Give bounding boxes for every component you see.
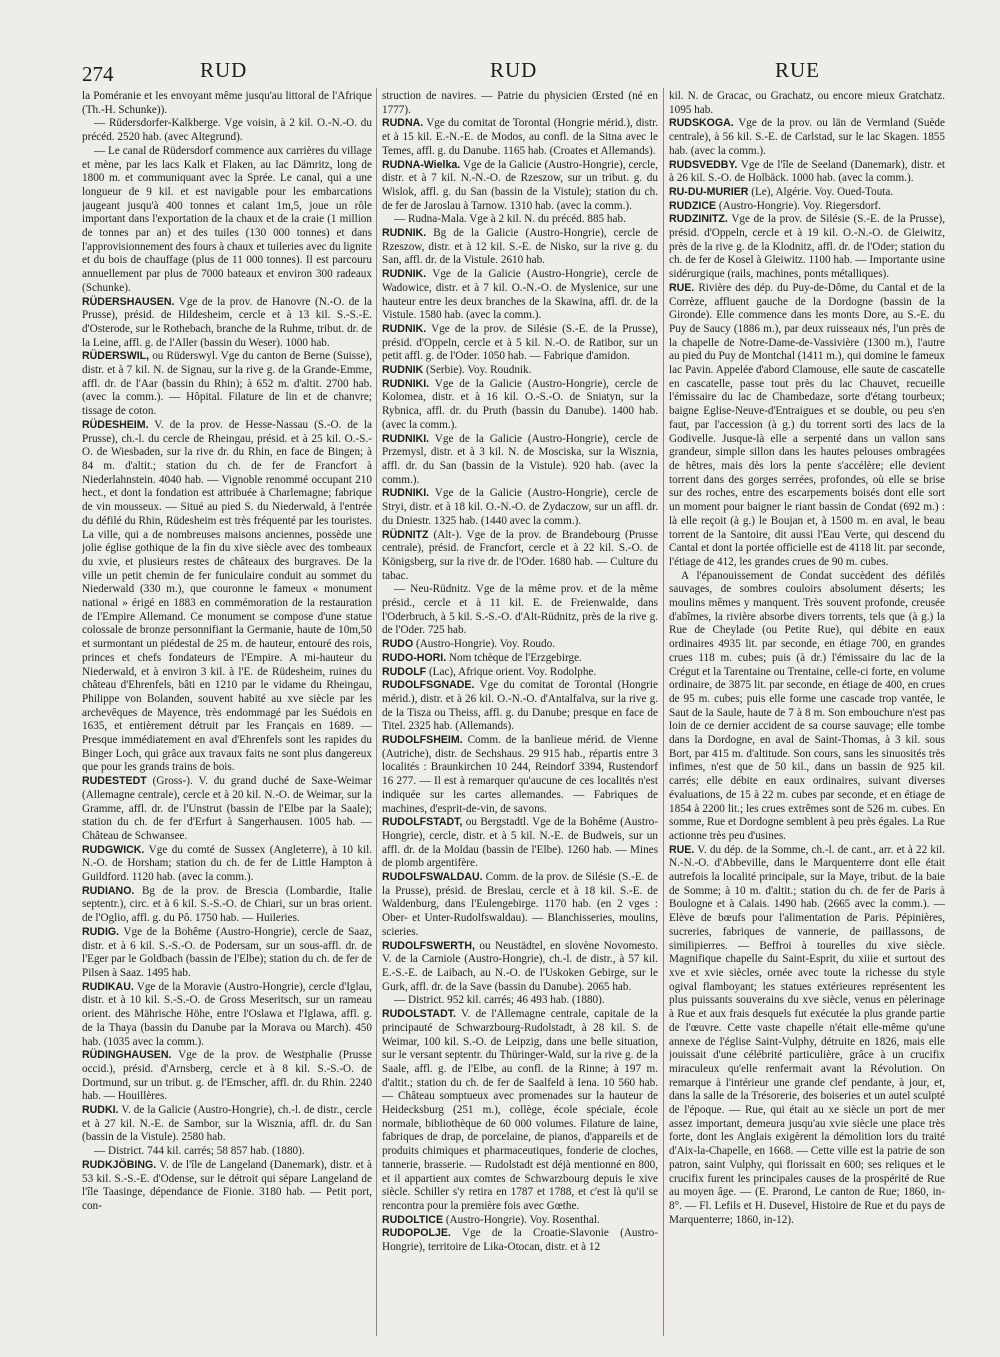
gazetteer-entry: [382, 117, 658, 158]
entry-headword: RUDZINITZ.: [669, 213, 728, 226]
entry-headword: RUDNIK: [382, 364, 424, 377]
gazetteer-entry: [82, 775, 372, 844]
gazetteer-entry: [82, 296, 372, 351]
gazetteer-entry: [382, 529, 658, 584]
gazetteer-entry: [382, 583, 658, 638]
gazetteer-entry: [382, 1008, 658, 1214]
gazetteer-entry: [669, 200, 945, 214]
gazetteer-entry: [82, 981, 372, 1050]
entry-text: Bg de la prov. de Brescia (Lombardie, Italie septentr.), circ. et à 6 kil. S.-S.-O. de Chiari, sur un bras orient. de l'Oglio, affl. g. du Pô. 1750 hab. — Huileries.: [82, 884, 372, 925]
entry-text: V. de la Galicie (Austro-Hongrie), ch.-l. de distr., cercle et à 27 kil. N.-E. de Sambor, sur la Wisznia, affl. dr. du San (bassin de la Vistule). 2580 hab.: [82, 1104, 372, 1144]
entry-text: ou Bergstadtl. Vge de la Bohême (Austro-Hongrie), cercle, distr. et à 5 kil. N.-E. de Budweis, sur un affl. dr. de la Moldau (bassin de l'Elbe). 1260 hab. — Mines de plomb argentifère.: [382, 816, 658, 870]
entry-text: — Rudna-Mala. Vge à 2 kil. N. du précéd. 885 hab.: [394, 213, 626, 226]
entry-headword: RUDOLFSWERTH,: [382, 939, 475, 952]
entry-text: — Neu-Rüdnitz. Vge de la même prov. et de la même présid., cercle et à 11 kil. E. de Freienwalde, dans l'Oderbruch, à 5 kil. S.-S.-O. d'Alt-Rüdnitz, près de la rive g. de l'Oder. 725 hab.: [382, 583, 658, 637]
entry-text: Nom tchèque de l'Erzgebirge.: [446, 651, 582, 664]
gazetteer-entry: [82, 1104, 372, 1145]
gazetteer-entry: [669, 90, 945, 117]
entry-headword: RUDOLSTADT.: [382, 1008, 456, 1021]
running-head-center: RUD: [490, 58, 538, 82]
gazetteer-entry: [82, 145, 372, 296]
entry-text: — District. 744 kil. carrés; 58 857 hab. (1880).: [94, 1145, 305, 1158]
entry-headword: RUDNIK.: [382, 227, 427, 240]
gazetteer-entry: [82, 90, 372, 117]
entry-headword: RÜDINGHAUSEN.: [82, 1049, 172, 1062]
gazetteer-entry: [382, 994, 658, 1008]
gazetteer-entry: [382, 816, 658, 871]
gazetteer-entry: [382, 227, 658, 268]
entry-text: Rivière des dép. du Puy-de-Dôme, du Cantal et de la Corrèze, affluent gauche de la Dordogne (bassin de la Gironde). Elle commence dans les monts Dore, au S.-E. du Puy de Saucy (1886 m.), par deux ruisseaux nés, l'un près de la chapelle de Notre-Dame-de-Vassivière (1300 m.), l'autre au pied du Puy de Montchal (1411 m.), qui domine le fameux lac Pavin. Appelée d'abord Clamouse, elle saute de cascatelle en cascatelle, passe tout près du lac Chauvet, recueille l'émissaire du lac de Chambedaze, sorte d'étang tourbeux; baigne Eglise-Neuve-d'Entraigues et se double, ou peu s'en faut, par l'accession (à g.) du torrent sorti des lacs de la Godivelle. Jusque-là elle a serpenté dans un vallon sans grandeur, simple sillon dans les hautes pelouses ombragées de hêtres, mais dès lors la pente s'accélère; elle devient torrent dans des gorges serrées, profondes, où elle se brise sur des roches, entre des escarpements boisés dont elle sort un moment pour baigner le riant bassin de Condat (692 m.) : là elle reçoit (à g.) le Boujan et, à 1500 m. en aval, le beau torrent de la Santoire, dit aussi l'Eau Verte, qui descend du Cantal et dont la portée officielle est de 4118 lit. par seconde, l'étiage de 412, les grandes crues de 90 m. cubes.: [669, 281, 945, 568]
entry-headword: RUDZICE: [669, 199, 717, 212]
gazetteer-entry: [669, 213, 945, 282]
entry-text: — District. 952 kil. carrés; 46 493 hab. (1880).: [394, 994, 605, 1007]
page-number: 274: [82, 62, 114, 86]
entry-headword: RUDKI.: [82, 1104, 119, 1117]
entry-text: Vge du comitat de Torontal (Hongrie mérid.), distr. et à 26 kil. O.-N.-O. d'Antalfalva, sur la rive g. de la Tisza ou Theiss, affl. g. du Danube; presque en face de Titel. 2325 hab. (Allemands).: [382, 679, 658, 733]
entry-headword: RUDOLTICE: [382, 1213, 444, 1226]
entry-text: Vge de la Galicie (Austro-Hongrie), cercle de Stryi, distr. et à 18 kil. O.-N.-O. de Zydaczow, sur un affl. dr. du Dniestr. 1325 hab. (1440 avec la comm.).: [382, 487, 658, 527]
entry-headword: RUDOLFSWALDAU.: [382, 871, 483, 884]
running-head-left: RUD: [200, 58, 248, 82]
entry-headword: RUDOLFSHEIM.: [382, 734, 463, 747]
entry-headword: RUDO-HORI.: [382, 651, 447, 664]
gazetteer-entry: [382, 666, 658, 680]
entry-text: Comm. de la prov. de Silésie (S.-E. de la Prusse), présid. de Breslau, cercle et à 18 kil. S.-E. de Waldenburg, dans l'Eulengebirge. 1170 hab. (en 2 vges : Ober- et Unter-Rudolfswaldau). — Blanchisseries, moulins, scieries.: [382, 871, 658, 938]
entry-text: V. de la prov. de Hesse-Nassau (S.-O. de la Prusse), ch.-l. du cercle de Rheingau, présid. et à 25 kil. O.-S.-O. de Wiesbaden, sur la rive dr. du Rhin, en face de Bingen; à 84 m. d'altit.; station du ch. de fer de Francfort à Niederlahnstein. 4040 hab. — Vignoble renommé occupant 210 hect., et dont la fondation est attribuée à Charlemagne; fabrique de vin mousseux. — Situé au pied S. du Niederwald, à l'entrée du défilé du Rhin, Rüdesheim est très fréquenté par les touristes. La ville, qui a de nombreuses maisons anciennes, possède une jolie église gothique de la fin du xive siècle avec des tombeaux du xvie, et plusieurs restes de châteaux des burgraves. De la ville un petit chemin de fer funiculaire conduit au sommet du Niederwald (330 m.), que couronne le fameux « monument national » érigé en 1883 en commémoration de la restauration de l'Empire Allemand. Ce monument se compose d'une statue colossale de bronze personnifiant la Germanie, haute de 10m,50 et surmontant un piédestal de 25 m. de hauteur, entouré des rois, princes et chefs fondateurs de l'Empire. A mi-hauteur du Niederwald, et à environ 3 kil. à l'E. de Rüdesheim, ruines du château d'Ehrenfels, bâti en 1210 par le vidame du Rheingau, Philippe von Bolanden, souvent habité au xve siècle par les archevêques de Mayence, très endommagé par les Suédois en 1635, et entièrement détruit par les Français en 1689. — Presque immédiatement en aval d'Ehrenfels sont les rapides du Binger Loch, qui grâce aux travaux faits ne sont plus dangereux que pour les grands trains de bois.: [82, 418, 372, 774]
column-divider: [376, 88, 377, 1336]
gazetteer-entry: [669, 117, 945, 158]
entry-headword: RUE.: [669, 281, 695, 294]
entry-text: Vge de la prov. de Westphalie (Prusse occid.), présid. d'Arnsberg, cercle et à 8 kil. S.-S.-O. de Dortmund, sur un tribut. g. de l'Emscher, affl. dr. du Rhin. 2240 hab. — Houillères.: [82, 1049, 372, 1103]
text-column-1: [82, 90, 372, 1345]
entry-headword: RUDNA.: [382, 117, 424, 130]
entry-text: — Le canal de Rüdersdorf commence aux carrières du village et mène, par les lacs Kalk et Flaken, au lac Dämritz, long de 1800 m. et communiquant avec la Sprée. Le canal, qui a une longueur de 9 kil. et est navigable pour les embarcations jaugeant jusqu'à 400 tonnes et calant 1m,5, joue un rôle important dans l'exportation de la chaux et de la craie (1 million de tonnes par an) et des tuiles (130 000 tonnes) et dans l'approvisionnement des fours à chaux et tuileries avec du lignite et du bois de chauffage (plus de 11 000 tonnes). Il est parcouru annuellement par plus de 7000 bateaux et environ 300 radeaux (Schunke).: [82, 144, 372, 294]
entry-text: Vge de la Croatie-Slavonie (Austro-Hongrie), territoire de Lika-Otocan, distr. et à 12: [382, 1227, 658, 1254]
entry-text: (Lac), Afrique orient. Voy. Rodolphe.: [426, 665, 597, 678]
entry-headword: RUDNIK.: [382, 268, 427, 281]
entry-headword: RUDSKOGA.: [669, 117, 734, 130]
gazetteer-entry: [382, 323, 658, 364]
gazetteer-entry: [382, 734, 658, 816]
entry-headword: RÜDNITZ: [382, 528, 429, 541]
gazetteer-entry: [382, 213, 658, 227]
entry-text: V. de l'Allemagne centrale, capitale de la principauté de Schwarzbourg-Rudolstadt, à 28 kil. S. de Weimar, 100 kil. S.-O. de Leipzig, dans une belle situation, sur le versant septentr. du Thüringer-Wald, sur la rive g. de la Saale, affl. g. de l'Elbe, au confl. de la Rinne; à 197 m. d'altit.; station du ch. de fer de Saalfeld à Iena. 10 560 hab. — Château somptueux avec promenades sur la hauteur de Heidecksburg (251 m.), collège, école spéciale, école normale, bibliothèque de 60 000 volumes. Filature de laine, fabriques de drap, de porcelaine, de pianos, d'appareils et de produits chimiques et pharmaceutiques, fonderie de cloches, tannerie, brasserie. — Rudolstadt est déjà mentionné en 800, et il appartient aux comtes de Schwarzbourg depuis le xive siècle. Schiller s'y retira en 1787 et 1788, et c'est là qu'il se rencontra pour la première fois avec Gœthe.: [382, 1008, 658, 1212]
gazetteer-entry: [382, 871, 658, 940]
gazetteer-entry: [669, 844, 945, 1228]
entry-headword: RU-DU-MURIER: [669, 185, 749, 198]
entry-headword: RUE.: [669, 843, 695, 856]
entry-text: (Austro-Hongrie). Voy. Roudo.: [413, 638, 556, 651]
gazetteer-entry: [82, 1159, 372, 1214]
entry-text: (Gross-). V. du grand duché de Saxe-Weimar (Allemagne centrale), cercle et à 20 kil. N.-O. de Weimar, sur la Gramme, affl. dr. de l'Unstrut (bassin de l'Elbe par la Saale); station du ch. de fer d'Erfurt à Sangerhausen. 1005 hab. — Château de Schwansee.: [82, 775, 372, 842]
entry-text: — Rüdersdorfer-Kalkberge. Vge voisin, à 2 kil. O.-N.-O. du précéd. 2520 hab. (avec Altegrund).: [82, 117, 372, 144]
text-column-3: [669, 90, 945, 1345]
entry-text: ou Neustädtel, en slovène Novomesto. V. de la Carniole (Austro-Hongrie), ch.-l. de distr., à 57 kil. E.-S.-E. de Laibach, au N.-O. de l'Uskoken Gebirge, sur le Gurk, affl. dr. de la Save (bassin du Danube). 2065 hab.: [382, 939, 658, 993]
gazetteer-entry: [382, 940, 658, 995]
gazetteer-entry: [82, 885, 372, 926]
entry-text: Vge du comitat de Torontal (Hongrie mérid.), distr. et à 15 kil. E.-N.-E. de Modos, au confl. de la Sitna avec le Temes, affl. g. du Danube. 1165 hab. (Croates et Allemands).: [382, 117, 658, 157]
entry-text: Vge de la Galicie (Austro-Hongrie), cercle, distr. et à 7 kil. N.-N.-O. de Rzeszow, sur un tribut. g. du Wislok, affl. g. du San (bassin de la Vistule); station du ch. de fer de Jaroslau à Tarnow. 1310 hab. (avec la comm.).: [382, 158, 658, 212]
entry-text: Vge de la prov. de Hanovre (N.-O. de la Prusse), présid. de Hildesheim, cercle et à 13 kil. S.-S.-E. d'Osterode, sur le Rothebach, branche de la Ruhme, tribut. dr. de la Leine, affl. g. de l'Aller (bassin du Weser). 1000 hab.: [82, 295, 372, 349]
text-column-2: [382, 90, 658, 1345]
entry-text: A l'épanouissement de Condat succèdent des défilés sauvages, de sombres couloirs absolument déserts; les moulins mêmes y manquent. Très souvent profonde, creusée d'abîmes, la rivière absorbe divers torrents, tels que (à g.) la Rue de Cheylade (ou Petite Rue), qui débite en eaux ordinaires 4935 lit. par seconde, en étiage 700, en grandes crues 118 m. cubes; puis (à dr.) l'émissaire du lac de la Crégut et la Tarentaine ou Trentaine, celle-ci forte, en volume ordinaire, de 3875 lit. par seconde, en étiage de 400, en crues de 95 m. cubes; puis elle forme une cascade trop vantée, le Saut de la Saule, haute de 7 à 8 m. Son embouchure n'est pas loin de ce dernier accident de sa course sauvage; elle tombe dans la Dordogne, en aval de Saint-Thomas, à 3 kil. sous Bort, par 415 m. d'altitude. Son cours, sans les sinuosités très infimes, n'est que de 50 kil., dans un bassin de 925 kil. carrés; elle débite en eaux ordinaires, suivant diverses évaluations, de 15 à 22 m. cubes par seconde, et en étiage de 1854 à 2200 lit.; les crues extrêmes sont de 526 m. cubes. En somme, Rue et Dordogne semblent à peu près égales. La Rue actionne très peu d'usines.: [669, 569, 945, 842]
gazetteer-entry: [382, 364, 658, 378]
gazetteer-entry: [669, 570, 945, 844]
entry-text: kil. N. de Gracac, ou Grachatz, ou encore mieux Gratchatz. 1095 hab.: [669, 90, 945, 116]
entry-headword: RUDIANO.: [82, 884, 135, 897]
gazetteer-entry: [382, 378, 658, 433]
entry-text: Vge de la Bohême (Austro-Hongrie), cercle de Saaz, distr. et à 6 kil. S.-S.-O. de Podersam, sur un sous-affl. dr. de l'Eger par le Goldbach (bassin de l'Elbe); station du ch. de fer de Pilsen à Saaz. 1495 hab.: [82, 925, 372, 979]
entry-headword: RUDKJÖBING.: [82, 1158, 157, 1171]
entry-text: Vge de la Moravie (Austro-Hongrie), cercle d'Iglau, distr. et à 10 kil. S.-S.-O. de Gross Meseritsch, sur un rameau orient. des Mährische Höhe, entre l'Oslawa et l'Iglawa, affl. g. de la Thaya (bassin du Danube par la Morava ou March). 450 hab. (1035 avec la comm.).: [82, 980, 372, 1048]
entry-text: Comm. de la banlieue mérid. de Vienne (Autriche), distr. de Sechshaus. 29 915 hab., répartis entre 3 localités : Braunkirchen 10 244, Reindorf 3394, Rustendorf 16 277. — Il est à remarquer qu'aucune de ces localités n'est indiquée sur les cartes allemandes. — Fabriques de machines, d'esprit-de-vin, de savons.: [382, 734, 658, 815]
gazetteer-entry: [382, 159, 658, 214]
gazetteer-entry: [382, 1214, 658, 1228]
entry-text: Bg de la Galicie (Austro-Hongrie), cercle de Rzeszow, distr. et à 12 kil. S.-E. de Nisko, sur la rive g. du San, affl. dr. de la Vistule. 2610 hab.: [382, 227, 658, 267]
entry-headword: RUDGWICK.: [82, 843, 145, 856]
gazetteer-entry: [82, 844, 372, 885]
entry-text: Vge de la prov. de Silésie (S.-E. de la Prusse), présid. d'Oppeln, cercle et à 19 kil. O.-N.-O. de Gleiwitz, près de la rive g. de la Klodnitz, affl. dr. de l'Oder; station du ch. de fer de Kosel à Gleiwitz. 1100 hab. — Importante usine sidérurgique (rails, machines, ponts métalliques).: [669, 213, 945, 281]
entry-text: (Alt-). Vge de la prov. de Brandebourg (Prusse centrale), présid. de Francfort, cercle et à 22 kil. S.-O. de Königsberg, sur la rive dr. de l'Oder. 1680 hab. — Culture du tabac.: [382, 528, 658, 582]
entry-headword: RUDIG.: [82, 925, 120, 938]
gazetteer-entry: [382, 268, 658, 323]
gazetteer-entry: [382, 652, 658, 666]
gazetteer-entry: [669, 159, 945, 186]
running-head: [0, 58, 1000, 88]
gazetteer-entry: [669, 186, 945, 200]
entry-headword: RUDNIKI.: [382, 487, 430, 500]
gazetteer-entry: [382, 90, 658, 117]
gazetteer-entry: [82, 1145, 372, 1159]
gazetteer-entry: [82, 1049, 372, 1104]
entry-headword: RUDNA-Wielka.: [382, 158, 461, 171]
entry-text: (Austro-Hongrie). Voy. Rosenthal.: [443, 1213, 600, 1226]
gazetteer-entry: [382, 638, 658, 652]
entry-headword: RUDOPOLJE.: [382, 1227, 451, 1240]
running-head-right: RUE: [775, 58, 820, 82]
gazetteer-entry: [82, 350, 372, 419]
gazetteer-entry: [82, 926, 372, 981]
entry-text: la Poméranie et les envoyant même jusqu'au littoral de l'Afrique (Th.-H. Schunke)).: [82, 90, 372, 116]
entry-headword: RUDESTEDT: [82, 775, 147, 788]
entry-headword: RUDOLFSTADT,: [382, 816, 463, 829]
gazetteer-entry: [382, 679, 658, 734]
gazetteer-entry: [382, 1227, 658, 1254]
entry-text: struction de navires. — Patrie du physicien Œrsted (né en 1777).: [382, 90, 658, 116]
entry-headword: RUDIKAU.: [82, 980, 134, 993]
entry-text: Vge de la prov. ou län de Vermland (Suède centrale), à 56 kil. S.-E. de Carlstad, sur le lac Skagen. 1855 hab. (avec la comm.).: [669, 117, 945, 157]
gazetteer-entry: [82, 419, 372, 775]
gazetteer-entry: [382, 487, 658, 528]
entry-headword: RÜDERSWIL,: [82, 350, 150, 363]
gazetteer-entry: [82, 117, 372, 144]
entry-text: Vge de la prov. de Silésie (S.-E. de la Prusse), présid. d'Oppeln, cercle et à 5 kil. N.-O. de Ratibor, sur un petit affl. g. de l'Oder. 1050 hab. — Fabrique d'amidon.: [382, 322, 658, 363]
entry-text: (Le), Algérie. Voy. Oued-Touta.: [748, 185, 894, 198]
entry-text: Vge de la Galicie (Austro-Hongrie), cercle de Wadowice, distr. et à 7 kil. O.-N.-O. de Myslenice, sur une hauteur entre les deux branches de la Skawina, affl. dr. de la Vistule. 1580 hab. (avec la comm.).: [382, 268, 658, 322]
entry-text: Vge de l'île de Seeland (Danemark), distr. et à 26 kil. S.-O. de Holbäck. 1000 hab. (avec la comm.).: [669, 158, 945, 185]
entry-headword: RUDSVEDBY.: [669, 158, 738, 171]
entry-text: V. de l'île de Langeland (Danemark), distr. et à 53 kil. S.-S.-E. d'Odense, sur le détroit qui sépare Langeland de l'île Taasinge, dépendance de Fionie. 3180 hab. — Petit port, con-: [82, 1158, 372, 1212]
entry-text: (Austro-Hongrie). Voy. Riegersdorf.: [716, 199, 881, 212]
entry-text: V. du dép. de la Somme, ch.-l. de cant., arr. et à 22 kil. N.-N.-O. d'Abbeville, dans le Marquenterre dont elle était autrefois la localité principale, sur la Maye, tribut. de la baie de Somme; à 10 m. d'altit.; station du ch. de fer de Paris à Boulogne et à Calais. 1490 hab. (2665 avec la comm.). — Elève de bœufs pour l'alimentation de Paris. Pépinières, sucreries, fabriques de vannerie, de paillassons, de similipierres. — Beffroi à tourelles du xive siècle. Magnifique chapelle du Saint-Esprit, du xiiie et surtout des xve et xvie siècles, ornée avec toute la richesse du style ogival flamboyant; les statues extérieures représentent les plus puissants souverains du xve siècle, venus en pèlerinage à Rue et aux frais desquels fut exécutée la plus grande partie de l'œuvre. Cette vaste chapelle n'était elle-même qu'une annexe de l'église Saint-Vulphy, détruite en 1826, mais elle jouissait d'une célébrité particulière, grâce à un crucifix miraculeux qu'elle renfermait avant la Révolution. On remarque à l'intérieur une grande clef pendante, à jour, et, dans la salle de la Trésorerie, des boiseries et un autel sculpté de l'époque. — Rue, qui était au xe siècle un port de mer assez important, demeura jusqu'au xvie siècle une place très forte, dont les Anglais exigèrent la démolition lors du traité d'Aix-la-Chapelle, en 1668. — Cette ville est la patrie de son patron, saint Vulphy, qui florissait en 600; ses reliques et le crucifix furent les principales causes de la prospérité de Rue au moyen âge. — (E. Prarond, Le canton de Rue; 1860, in-8°. — Fl. Lefils et H. Dusevel, Histoire de Rue et du pays de Marquenterre; 1860, in-12).: [669, 843, 945, 1226]
entry-headword: RÜDERSHAUSEN.: [82, 295, 175, 308]
entry-text: ou Rüderswyl. Vge du canton de Berne (Suisse), distr. et à 7 kil. N. de Signau, sur la rive g. de la Grande-Emme, affl. dr. de l'Aar (bassin du Rhin); à 652 m. d'altit. 2700 hab. (avec la comm.). — Hôpital. Filature de lin et de chanvre; tissage de coton.: [82, 350, 372, 418]
gazetteer-entry: [669, 282, 945, 570]
entry-headword: RUDNIK.: [382, 322, 427, 335]
column-divider: [663, 88, 664, 1336]
entry-headword: RUDOLF: [382, 665, 427, 678]
entry-text: Vge du comté de Sussex (Angleterre), à 10 kil. N.-O. de Horsham; station du ch. de fer de Little Hampton à Guildford. 1120 hab. (avec la comm.).: [82, 843, 372, 884]
entry-text: Vge de la Galicie (Austro-Hongrie), cercle de Przemysl, distr. et à 3 kil. N. de Mosciska, sur la Wisznia, affl. dr. du San (bassin de la Vistule). 920 hab. (avec la comm.).: [382, 432, 658, 486]
entry-headword: RUDNIKI.: [382, 377, 430, 390]
entry-headword: RUDOLFSGNADE.: [382, 679, 475, 692]
gazetteer-entry: [382, 433, 658, 488]
entry-text: Vge de la Galicie (Austro-Hongrie), cercle de Kolomea, distr. et à 16 kil. O.-S.-O. de Sniatyn, sur la Rybnica, affl. dr. du Pruth (bassin du Danube). 1400 hab. (avec la comm.).: [382, 377, 658, 431]
entry-headword: RÜDESHEIM.: [82, 418, 149, 431]
entry-text: (Serbie). Voy. Roudnik.: [423, 364, 532, 377]
entry-headword: RUDNIKI.: [382, 432, 430, 445]
entry-headword: RUDO: [382, 638, 414, 651]
